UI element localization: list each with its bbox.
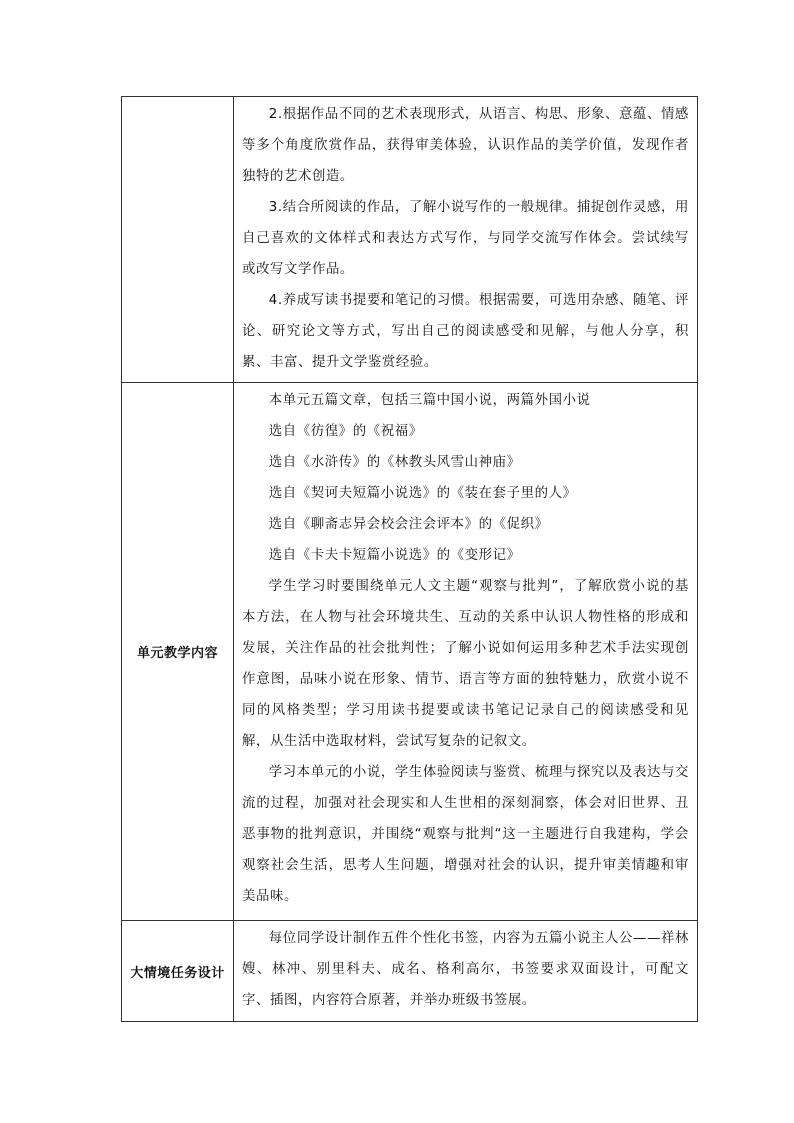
paragraph: 2.根据作品不同的艺术表现形式，从语言、构思、形象、意蕴、情感等多个角度欣赏作品，获得审美体验，认识作品的美学价值，发现作者独特的艺术创造。 [242,107,689,184]
row-label: 单元教学内容 [122,383,234,921]
paragraph: 选自《契诃夫短篇小说选》的《装在套子里的人》 [268,486,577,501]
paragraph: 学生学习时要围绕单元人文主题“观察与批判”，了解欣赏小说的基本方法，在人物与社会环境共生、互动的关系中认识人物性格的形成和发展，关注作品的社会批判性；了解小说如何运用多种艺术手法实现创作意图，品味小说在形象、情节、语言等方面的独特魅力，欣赏小说不同的风格类型；学习用读书提要或读书笔记记录自己的阅读感受和见解，从生活中选取材料，尝试写复杂的记叙文。 [242,579,689,749]
row-content [234,921,698,1022]
lesson-plan-table [121,96,698,1022]
paragraph: 选自《卡夫卡短篇小说选》的《变形记》 [268,548,521,563]
paragraph: 4.养成写读书提要和笔记的习惯。根据需要，可选用杂感、随笔、评论、研究论文等方式，写出自己的阅读感受和见解，与他人分享，积累、丰富、提升文学鉴赏经验。 [242,293,689,370]
row-label [122,97,234,383]
row-content [234,383,698,921]
table-row-objectives-continued [122,97,698,383]
paragraph: 学习本单元的小说，学生体验阅读与鉴赏、梳理与探究以及表达与交流的过程，加强对社会现实和人生世相的深刻洞察，体会对旧世界、丑恶事物的批判意识，并围绕“观察与批判“这一主题进行自我建构，学会观察社会生活，思考人生问题，增强对社会的认识，提升审美情趣和审美品味。 [242,765,689,904]
row-label: 大情境任务设计 [122,921,234,1022]
paragraph: 选自《彷徨》的《祝福》 [268,424,423,439]
paragraph: 选自《水浒传》的《林教头风雪山神庙》 [268,455,521,470]
paragraph: 选自《聊斋志异会校会注会评本》的《促织》 [268,517,549,532]
table-row-task-design [122,921,698,1022]
paragraph: 本单元五篇文章，包括三篇中国小说，两篇外国小说 [268,393,591,408]
paragraph: 每位同学设计制作五件个性化书签，内容为五篇小说主人公——祥林嫂、林冲、别里科夫、成名、格利高尔，书签要求双面设计，可配文字、插图，内容符合原著，并举办班级书签展。 [242,931,689,1008]
paragraph: 3.结合所阅读的作品，了解小说写作的一般规律。捕捉创作灵感，用自己喜欢的文体样式和表达方式写作，与同学交流写作体会。尝试续写或改写文学作品。 [242,200,689,277]
table-row-unit-content [122,383,698,921]
row-content [234,97,698,383]
